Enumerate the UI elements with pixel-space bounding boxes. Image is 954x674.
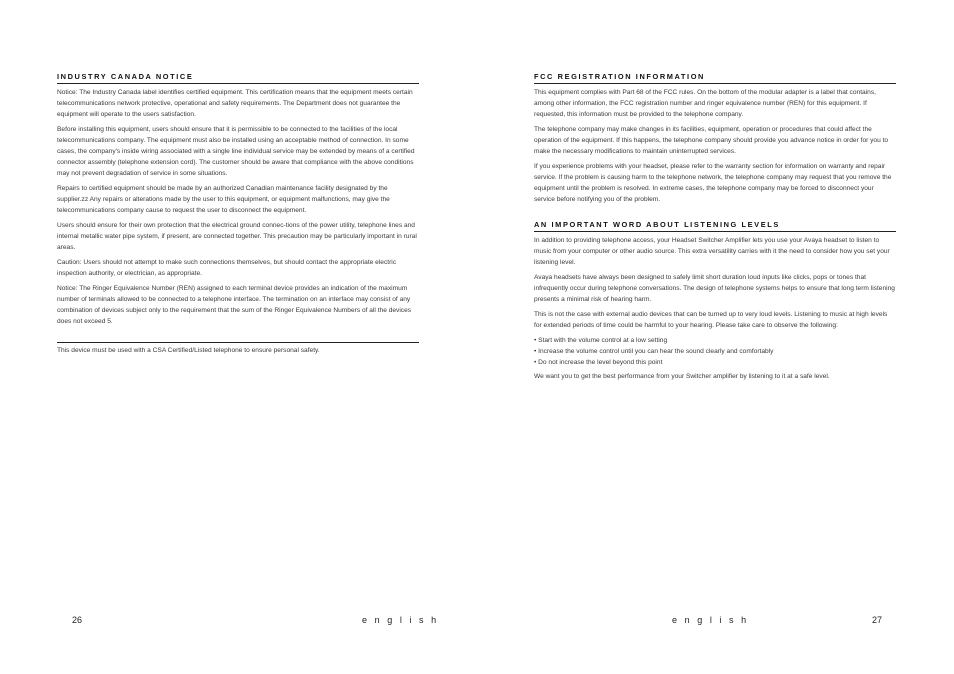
language-label: english: [672, 615, 754, 625]
divider: [57, 342, 419, 343]
fcc-heading: FCC REGISTRATION INFORMATION: [534, 72, 896, 84]
listening-levels-section: [534, 220, 896, 386]
paragraph: This equipment complies with Part 68 of the FCC rules. On the bottom of the modular adapter is a label that contains, among other information, the FCC registration number and ringer equivalence number (REN) for this equipment. If requested, this information must be provided to the telephone company.: [534, 89, 876, 118]
paragraph: Caution: Users should not attempt to make such connections themselves, but should contact the appropriate electric inspection authority, or electrician, as appropriate.: [57, 259, 397, 277]
paragraph: The telephone company may make changes in its facilities, equipment, operation or procedures that could affect the operation of the equipment. If this happens, the telephone company should provide you advance notice in order for you to make the necessary modifications to maintain uninterrupted services.: [534, 126, 889, 155]
right-page: [534, 0, 896, 674]
paragraph: Avaya headsets have always been designed to safely limit short duration loud inputs like clicks, pops or tones that infrequently occur during telephone conversations. The design of telephone systems helps to ensure that long term listening presents a minimal risk of hearing harm.: [534, 274, 895, 303]
paragraph: Users should ensure for their own protection that the electrical ground connec-tions of the power utility, telephone lines and internal metallic water pipe system, if present, are connected together. This precaution may be particularly important in rural areas.: [57, 222, 417, 251]
page-number: 27: [872, 615, 883, 625]
paragraph: In addition to providing telephone access, your Headset Switcher Amplifier lets you use your Avaya headset to listen to music from your computer or other audio source. This extra versatility carries with it the need to consider how you set your listening level.: [534, 237, 890, 266]
paragraph: If you experience problems with your headset, please refer to the warranty section for information on warranty and repair service. If the problem is causing harm to the telephone network, the telephone company may request that you remove the equipment until the problem is resolved. In extreme cases, the telephone company may be forced to disconnect your service before notifying you of the problem.: [534, 163, 892, 203]
paragraph: Before installing this equipment, users should ensure that it is permissible to be connected to the facilities of the local telecommunications company. The equipment must also be installed using an acceptable method of connection. In some cases, the company's inside wiring associated with a single line individual service may be extended by means of a certified connector assembly (telephone extension cord). The customer should be aware that compliance with the above conditions may not prevent degradation of service in some situations.: [57, 126, 415, 177]
listening-levels-heading: AN IMPORTANT WORD ABOUT LISTENING LEVELS: [534, 220, 896, 232]
industry-canada-heading: INDUSTRY CANADA NOTICE: [57, 72, 419, 84]
safety-list: [534, 335, 896, 368]
list-item: • Start with the volume control at a low setting: [534, 337, 668, 344]
list-item: • Do not increase the level beyond this point: [534, 359, 663, 366]
closing-paragraph: We want you to get the best performance from your Switcher amplifier by listening to it at a safe level.: [534, 373, 830, 380]
paragraph: Notice: The Industry Canada label identifies certified equipment. This certification means that the equipment meets certain telecommunications network protective, operational and safety requirements. The Department does not guarantee the equipment will operate to the users satisfaction.: [57, 89, 413, 118]
list-item: • Increase the volume control until you can hear the sound clearly and comfortably: [534, 348, 774, 355]
paragraph: Notice: The Ringer Equivalence Number (REN) assigned to each terminal device provides an indication of the maximum number of terminals allowed to be connected to a telephone interface. The termination on an interface may consist of any combination of devices subject only to the requirement that the sum of the Ringer Equivalence Numbers of all the devices does not exceed 5.: [57, 285, 412, 325]
fcc-section: [534, 72, 896, 209]
left-page: [57, 0, 444, 674]
industry-canada-section: [57, 72, 419, 331]
csa-note-section: [57, 345, 419, 360]
page-number: 26: [72, 615, 83, 625]
paragraph: This is not the case with external audio devices that can be turned up to very loud levels. Listening to music at high levels for extended periods of time could be harmful to your hearing. Please take care to observe the following:: [534, 311, 888, 329]
paragraph: Repairs to certified equipment should be made by an authorized Canadian maintenance facility designated by the supplier.zz Any repairs or alterations made by the user to this equipment, or equipment malfunctions, may give the telecommunications company cause to request the user to disconnect the equipment.: [57, 185, 390, 214]
language-label: english: [362, 615, 444, 625]
csa-note: This device must be used with a CSA Certified/Listed telephone to ensure personal safety.: [57, 347, 320, 354]
